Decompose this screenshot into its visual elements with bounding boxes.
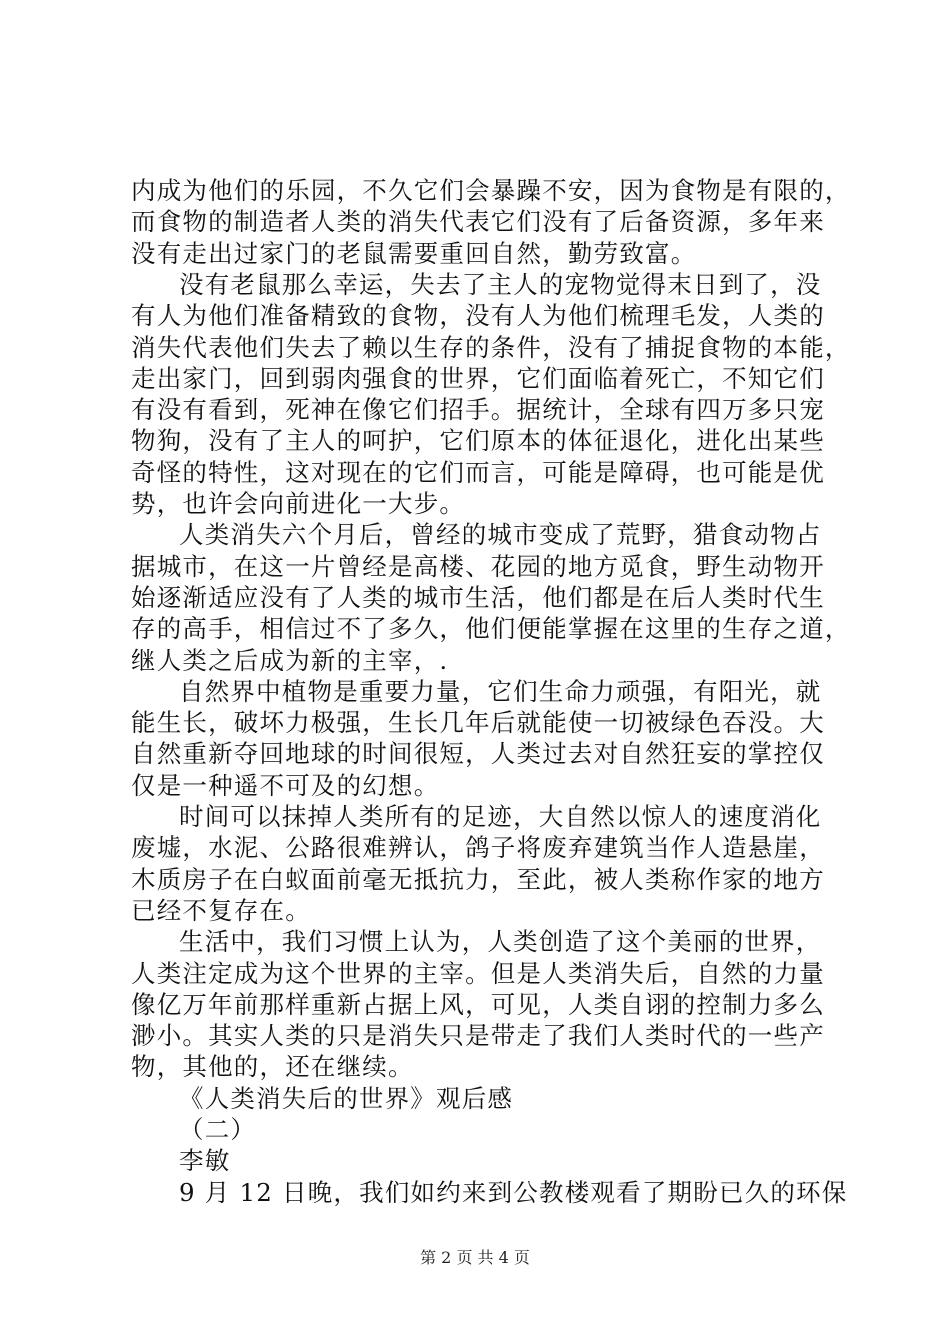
text-line: 仅是一种遥不可及的幻想。 xyxy=(131,771,440,800)
paragraph-start-line: 时间可以抹掉人类所有的足迹，大自然以惊人的速度消化 xyxy=(179,802,822,831)
text-line: 能生长，破坏力极强，生长几年后就能使一切被绿色吞没。大 xyxy=(131,708,825,737)
text-line: 物，其他的，还在继续。 xyxy=(131,1052,414,1081)
paragraph-start-line: 自然界中植物是重要力量，它们生命力顽强，有阳光，就 xyxy=(179,677,822,706)
text-line: 始逐渐适应没有了人类的城市生活，他们都是在后人类时代生 xyxy=(131,583,825,612)
text-line: 内成为他们的乐园，不久它们会暴躁不安，因为食物是有限的， xyxy=(131,176,851,205)
text-line: 据城市，在这一片曾经是高楼、花园的地方觅食，野生动物开 xyxy=(131,552,825,581)
paragraph-start-line: 9 月 12 日晚，我们如约来到公教楼观看了期盼已久的环保 xyxy=(179,1178,848,1207)
text-line: 继人类之后成为新的主宰，. xyxy=(131,646,449,675)
text-line: 废墟，水泥、公路很难辨认，鸽子将废弃建筑当作人造悬崖， xyxy=(131,833,825,862)
text-line: 有没有看到，死神在像它们招手。据统计，全球有四万多只宠 xyxy=(131,395,825,424)
text-line: 而食物的制造者人类的消失代表它们没有了后备资源，多年来 xyxy=(131,207,825,236)
section-title: 《人类消失后的世界》观后感 xyxy=(179,1084,514,1113)
text-line: 没有走出过家门的老鼠需要重回自然，勤劳致富。 xyxy=(131,239,697,268)
paragraph-start-line: 没有老鼠那么幸运，失去了主人的宠物觉得末日到了，没 xyxy=(179,270,822,299)
paragraph-start-line: 生活中，我们习惯上认为，人类创造了这个美丽的世界， xyxy=(179,927,822,956)
text-line: 像亿万年前那样重新占据上风，可见，人类自诩的控制力多么 xyxy=(131,990,825,1019)
text-line: 已经不复存在。 xyxy=(131,896,311,925)
text-line: 势，也许会向前进化一大步。 xyxy=(131,489,466,518)
text-line: 木质房子在白蚁面前毫无抵抗力，至此，被人类称作家的地方 xyxy=(131,865,825,894)
section-number: （二） xyxy=(179,1115,257,1144)
paragraph-start-line: 人类消失六个月后，曾经的城市变成了荒野，猎食动物占 xyxy=(179,520,822,549)
text-line: 渺小。其实人类的只是消失只是带走了我们人类时代的一些产 xyxy=(131,1021,825,1050)
text-line: 人类注定成为这个世界的主宰。但是人类消失后，自然的力量 xyxy=(131,959,825,988)
page-number-footer: 第 2 页 共 4 页 xyxy=(420,1248,530,1267)
text-line: 存的高手，相信过不了多久，他们便能掌握在这里的生存之道， xyxy=(131,614,851,643)
author-name: 李敏 xyxy=(179,1146,231,1175)
text-line: 走出家门，回到弱肉强食的世界，它们面临着死亡，不知它们 xyxy=(131,364,825,393)
text-line: 有人为他们准备精致的食物，没有人为他们梳理毛发，人类的 xyxy=(131,301,825,330)
text-line: 自然重新夺回地球的时间很短，人类过去对自然狂妄的掌控仅 xyxy=(131,739,825,768)
text-line: 消失代表他们失去了赖以生存的条件，没有了捕捉食物的本能， xyxy=(131,333,851,362)
text-line: 物狗，没有了主人的呵护，它们原本的体征退化，进化出某些 xyxy=(131,426,825,455)
text-line: 奇怪的特性，这对现在的它们而言，可能是障碍，也可能是优 xyxy=(131,458,825,487)
